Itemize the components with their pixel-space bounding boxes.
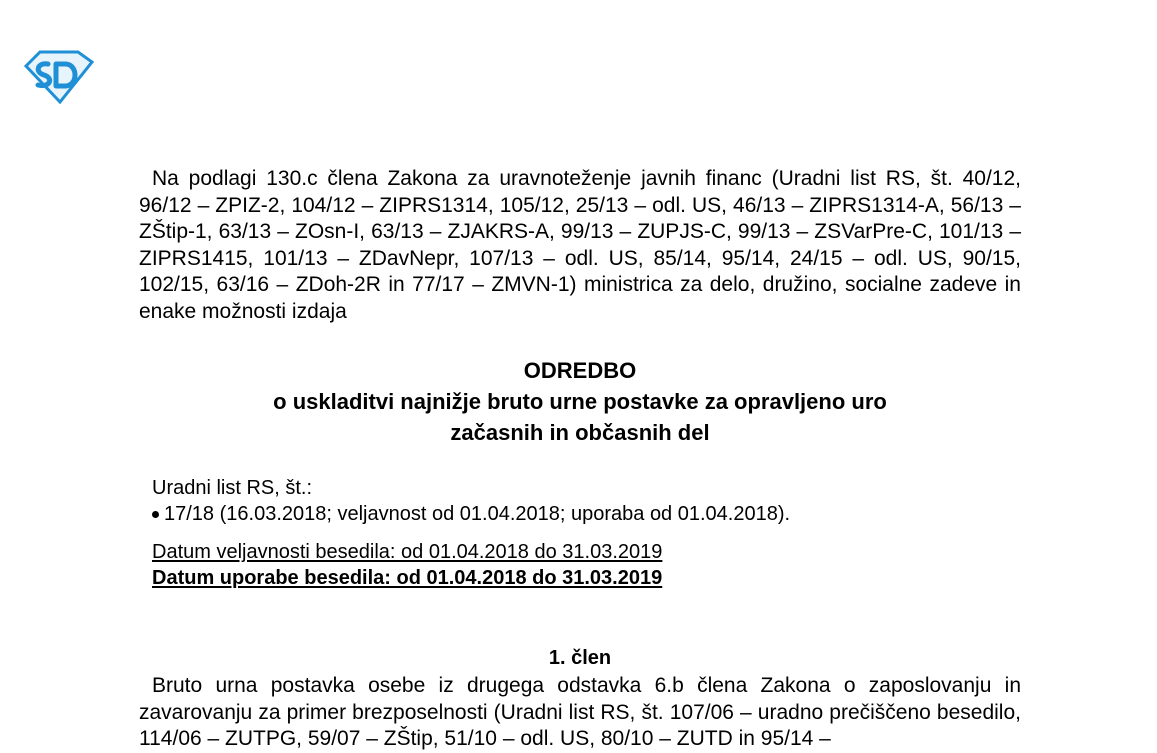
preamble-paragraph: Na podlagi 130.c člena Zakona za uravnoteženje javnih financ (Uradni list RS, št. 40/12, 96/12 – ZPIZ-2, 104/12 – ZIPRS1314, 105/12, 25/13 – odl. US, 46/13 – ZIPRS1314-A, 56/13 – ZŠtip-1, 63/13 – ZOsn-I, 63/13 – ZJAKRS-A, 99/13 – ZUPJS-C, 99/13 – ZSVarPre-C, 101/13 – ZIPRS1415, 101/13 – ZDavNepr, 107/13 – odl. US, 85/14, 95/14, 24/15 – odl. US, 90/15, 102/15, 63/16 – ZDoh-2R in 77/17 – ZMVN-1) ministrica za delo, družino, socialne zadeve in enake možnosti izdaja [139, 167, 1021, 323]
validity-date: Datum veljavnosti besedila: od 01.04.2018 do 31.03.2019 [152, 541, 663, 563]
heading-subtitle-line1: o uskladitvi najnižje bruto urne postavke za opravljeno uro [273, 389, 887, 414]
application-date: Datum uporabe besedila: od 01.04.2018 do 31.03.2019 [152, 567, 663, 589]
publication-label: Uradni list RS, št.: [152, 477, 313, 499]
publication-info [152, 475, 790, 527]
article-1-title: 1. člen [548, 647, 612, 669]
bullet-icon [152, 511, 159, 518]
article-1-text: Bruto urna postavka osebe iz drugega odstavka 6.b člena Zakona o zaposlovanju in zavarovanju za primer brezposelnosti (Uradni list RS, št. 107/06 – uradno prečiščeno besedilo, 114/06 – ZUTPG, 59/07 – ZŠtip, 51/10 – odl. US, 80/10 – ZUTD in 95/14 – [139, 674, 1021, 750]
publication-entry [152, 501, 790, 527]
document-heading [139, 355, 1021, 448]
publication-entry-text: 17/18 (16.03.2018; veljavnost od 01.04.2018; uporaba od 01.04.2018). [164, 503, 791, 525]
heading-title: ODREDBO [523, 358, 637, 383]
logo-shield-shape [26, 52, 92, 102]
sd-logo-icon [20, 48, 96, 104]
text-dates [152, 539, 662, 591]
heading-subtitle-line2: začasnih in občasnih del [450, 420, 710, 445]
